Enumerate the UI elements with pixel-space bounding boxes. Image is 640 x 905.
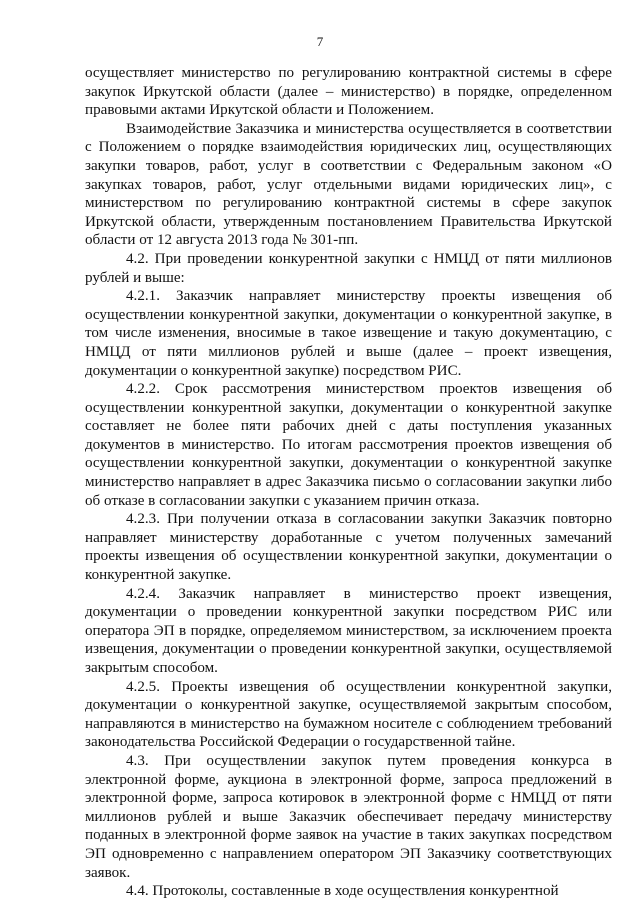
paragraph: 4.2.2. Срок рассмотрения министерством проектов извещения об осуществлении конкурентной закупки, документации о конкурентной закупке составляет не более пяти рабочих дней с даты поступления указанных документов в министерство. По итогам рассмотрения проектов извещения об осуществлении конкурентной закупки, документации о конкурентной закупке министерство направляет в адрес Заказчика письмо о согласовании закупки либо об отказе в согласовании закупки с указанием причин отказа. [85,381,612,509]
paragraph: 4.2. При проведении конкурентной закупки с НМЦД от пяти миллионов рублей и выше: [85,250,612,286]
paragraph: 4.2.1. Заказчик направляет министерству проекты извещения об осуществлении конкурентной закупки, документации о конкурентной закупке, в том числе изменения, вносимые в такое извещение и такую документацию, с НМЦД от пяти миллионов рублей и выше (далее – проект извещения, документации о конкурентной закупке) посредством РИС. [85,288,612,379]
paragraph: 4.2.5. Проекты извещения об осуществлении конкурентной закупки, документации о конкурентной закупке, осуществляемой закрытым способом, направляются в министерство на бумажном носителе с соблюдением требований законодательства Российской Федерации о государственной тайне. [85,678,612,751]
document-body [85,64,612,901]
page-number: 7 [316,34,324,49]
paragraph: Взаимодействие Заказчика и министерства осуществляется в соответствии с Положением о порядке взаимодействия юридических лиц, осуществляющих закупки товаров, работ, услуг в соответствии с Федеральным законом «О закупках товаров, работ, услуг отдельными видами юридических лиц», с министерством по регулированию контрактной системы в сфере закупок Иркутской области, утвержденным постановлением Правительства Иркутской области от 12 августа 2013 года № 301-пп. [85,120,612,249]
paragraph: осуществляет министерство по регулированию контрактной системы в сфере закупок Иркутской области (далее – министерство) в порядке, определенном правовыми актами Иркутской области и Положением. [85,65,612,119]
paragraph: 4.4. Протоколы, составленные в ходе осуществления конкурентной [126,883,559,900]
paragraph: 4.2.3. При получении отказа в согласовании закупки Заказчик повторно направляет министерству доработанные с учетом полученных замечаний проекты извещения об осуществлении конкурентной закупки, документации о конкурентной закупке. [85,511,612,584]
paragraph: 4.2.4. Заказчик направляет в министерство проект извещения, документации о проведении конкурентной закупки посредством РИС или оператора ЭП в порядке, определяемом министерством, за исключением проекта извещения, документации о проведении конкурентной закупки, осуществляемой закрытым способом. [85,585,612,676]
paragraph: 4.3. При осуществлении закупок путем проведения конкурса в электронной форме, аукциона в электронной форме, запроса предложений в электронной форме, запроса котировок в электронной форме с НМЦД от пяти миллионов рублей и выше Заказчик обеспечивает передачу министерству поданных в электронной форме заявок на участие в таких закупках посредством ЭП одновременно с направлением оператором ЭП Заказчику соответствующих заявок. [85,752,612,881]
